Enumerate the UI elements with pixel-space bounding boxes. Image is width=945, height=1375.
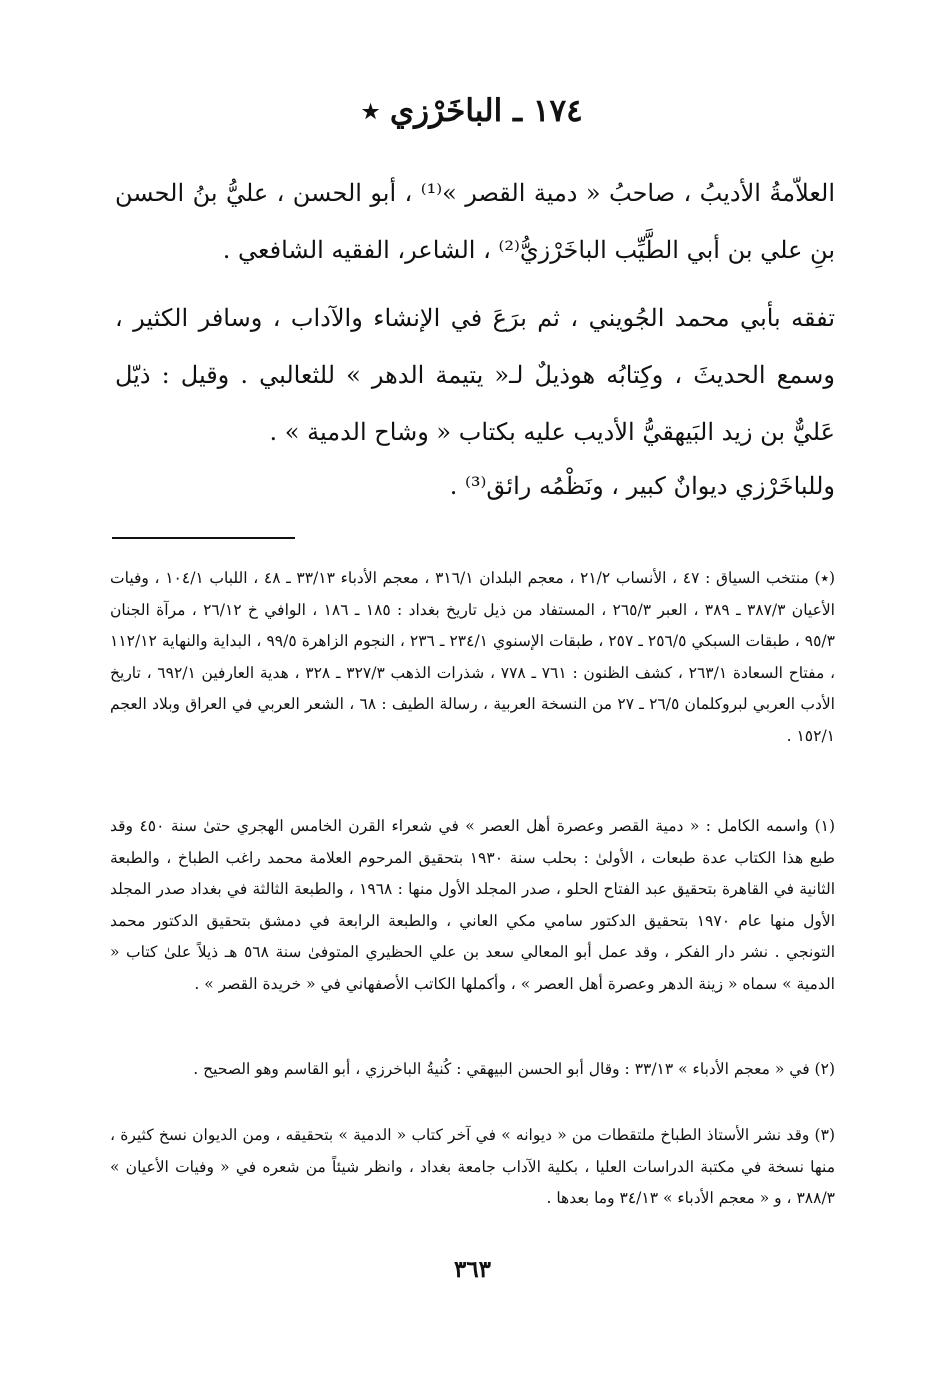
footnote-1: (١) واسمه الكامل : « دمية القصر وعصرة أهل العصر » في شعراء القرن الخامس الهجري حتىٰ سنة ٤٥٠ وقد طبع هذا الكتاب عدة طبعات ، الأولىٰ : بحلب سنة ١٩٣٠ بتحقيق المرحوم العلامة محمد راغب الطباخ ، والطبعة الثانية في القاهرة بتحقيق عبد الفتاح الحلو ، صدر المجلد الأول منها : ١٩٦٨ ، والطبعة الثالثة في بغداد صدر المجلد الأول منها عام ١٩٧٠ بتحقيق الدكتور سامي مكي العاني ، والطبعة الرابعة في دمشق بتحقيق الدكتور محمد التونجي . نشر دار الفكر ، وقد عمل أبو المعالي سعد بن علي الحظيري المتوفىٰ سنة ٥٦٨ هـ ذيلاً علىٰ كتاب « الدمية » سماه « زينة الدهر وعصرة أهل العصر » ، وأكملها الكاتب الأصفهاني في « خريدة القصر » . xyxy=(110,817,836,993)
footnote-2: (٢) في « معجم الأدباء » ٣٣/١٣ : وقال أبو الحسن البيهقي : كُنيةُ الباخرزي ، أبو القاسم وهو الصحيح . xyxy=(193,1060,835,1078)
body-paragraph-3: وللباخَرْزي ديوانٌ كبير ، ونَظْمُه رائق⁽³⁾ . xyxy=(449,472,835,500)
body-paragraph-1: العلاّمةُ الأديبُ ، صاحبُ « دمية القصر »⁽¹⁾ ، أبو الحسن ، عليُّ بنُ الحسن بنِ علي بن أبي الطَّيِّب الباخَرْزيُّ⁽²⁾ ، الشاعر، الفقيه الشافعي . xyxy=(115,179,835,264)
body-paragraph-2: تفقه بأبي محمد الجُويني ، ثم برَعَ في الإنشاء والآداب ، وسافر الكثير ، وسمع الحديثَ ، وكِتابُه هوذيلٌ لـ« يتيمة الدهر » للثعالبي . وقيل : ذيّل عَليٌّ بن زيد البَيهقيُّ الأديب عليه بكتاب « وشاح الدمية » . xyxy=(115,304,836,446)
page-number: ٣٦٣ xyxy=(453,1256,492,1283)
entry-title: ١٧٤ ـ الباخَرْزي ٭ xyxy=(362,93,583,129)
footnote-separator xyxy=(112,537,295,539)
footnote-sources: (٭) منتخب السياق : ٤٧ ، الأنساب ٢١/٢ ، معجم البلدان ٣١٦/١ ، معجم الأدباء ٣٣/١٣ ـ ٤٨ ، اللباب ١٠٤/١ ، وفيات الأعيان ٣٨٧/٣ ـ ٣٨٩ ، العبر ٢٦٥/٣ ، المستفاد من ذيل تاريخ بغداد : ١٨٥ ـ ١٨٦ ، الوافي خ ٢٦/١٢ ، مرآة الجنان ٩٥/٣ ، طبقات السبكي ٢٥٦/٥ ـ ٢٥٧ ، طبقات الإسنوي ٢٣٤/١ ـ ٢٣٦ ، النجوم الزاهرة ٩٩/٥ ، البداية والنهاية ١١٢/١٢ ، مفتاح السعادة ٢٦٣/١ ، كشف الظنون : ٧٦١ ـ ٧٧٨ ، شذرات الذهب ٣٢٧/٣ ـ ٣٢٨ ، هدية العارفين ٦٩٢/١ ، تاريخ الأدب العربي لبروكلمان ٢٦/٥ ـ ٢٧ من النسخة العربية ، رسالة الطيف : ٦٨ ، الشعر العربي في العراق وبلاد العجم ١٥٢/١ . xyxy=(110,569,836,745)
footnote-3: (٣) وقد نشر الأستاذ الطباخ ملتقطات من « ديوانه » في آخر كتاب « الدمية » بتحقيقه ، ومن الديوان نسخ كثيرة ، منها نسخة في مكتبة الدراسات العليا ، بكلية الآداب جامعة بغداد ، وانظر شيئاً من شعره في « وفيات الأعيان » ٣٨٨/٣ ، و « معجم الأدباء » ٣٤/١٣ وما بعدها . xyxy=(110,1126,835,1207)
